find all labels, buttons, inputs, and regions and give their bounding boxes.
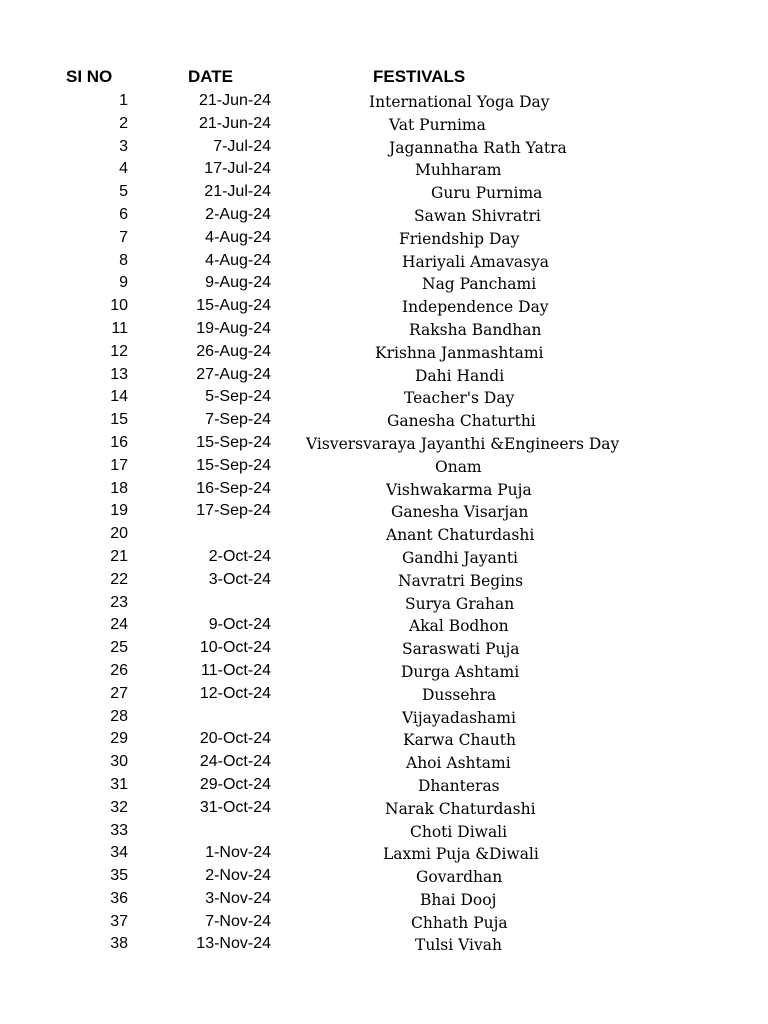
row-date: 17-Sep-24 — [196, 502, 271, 520]
row-festival: Vat Purnima — [389, 115, 486, 134]
table-row — [0, 115, 768, 138]
table-row — [0, 548, 768, 571]
row-date: 24-Oct-24 — [199, 753, 271, 771]
row-date: 15-Aug-24 — [196, 297, 271, 315]
row-date: 21-Jul-24 — [204, 183, 271, 201]
row-festival: Anant Chaturdashi — [386, 526, 535, 545]
row-number: 4 — [119, 160, 128, 178]
row-date: 21-Jun-24 — [198, 92, 271, 109]
row-festival: Dhanteras — [418, 776, 500, 795]
table-row — [0, 206, 768, 229]
row-festival: Ganesha Visarjan — [391, 503, 529, 522]
row-date: 3-Oct-24 — [208, 570, 271, 588]
table-row — [0, 616, 768, 639]
table-row — [0, 252, 768, 275]
row-number: 31 — [110, 775, 128, 793]
row-festival: Chhath Puja — [411, 913, 508, 932]
table-row — [0, 867, 768, 890]
row-number: 15 — [110, 411, 128, 429]
table-row — [0, 525, 768, 548]
row-festival: Muhharam — [415, 161, 502, 180]
table-row — [0, 92, 768, 115]
table-row — [0, 434, 768, 457]
row-number: 5 — [119, 183, 128, 201]
row-date: 31-Oct-24 — [199, 798, 271, 816]
row-festival: Surya Grahan — [405, 594, 515, 613]
table-row — [0, 388, 768, 411]
row-festival: Dahi Handi — [415, 366, 505, 385]
table-row — [0, 844, 768, 867]
row-date: 19-Aug-24 — [196, 319, 271, 337]
row-festival: Guru Purnima — [431, 184, 543, 203]
row-festival: Karwa Chauth — [403, 731, 516, 750]
row-festival: Durga Ashtami — [401, 662, 520, 681]
row-festival: Akal Bodhon — [409, 617, 509, 636]
row-number: 8 — [119, 251, 128, 269]
row-date: 2-Aug-24 — [205, 205, 271, 223]
table-row — [0, 502, 768, 525]
row-festival: Ahoi Ashtami — [406, 754, 511, 773]
row-number: 30 — [110, 753, 128, 771]
row-number: 12 — [110, 342, 128, 360]
table-row — [0, 913, 768, 936]
row-number: 38 — [110, 935, 128, 953]
row-festival: Saraswati Puja — [402, 640, 520, 659]
row-date: 15-Sep-24 — [196, 433, 271, 451]
row-festival: Bhai Dooj — [420, 890, 497, 909]
row-festival: Krishna Janmashtami — [375, 343, 544, 362]
row-date: 4-Aug-24 — [205, 228, 271, 246]
row-number: 24 — [110, 616, 128, 634]
table-row — [0, 753, 768, 776]
row-number: 11 — [111, 319, 128, 337]
row-festival: International Yoga Day — [369, 93, 550, 111]
table-body — [0, 92, 768, 958]
row-festival: Hariyali Amavasya — [402, 252, 550, 271]
table-row — [0, 297, 768, 320]
row-festival: Narak Chaturdashi — [385, 799, 536, 818]
row-date: 15-Sep-24 — [196, 456, 271, 474]
table-row — [0, 343, 768, 366]
row-date: 5-Sep-24 — [205, 388, 271, 406]
table-row — [0, 662, 768, 685]
row-number: 29 — [110, 730, 128, 748]
row-number: 23 — [110, 593, 128, 611]
table-row — [0, 229, 768, 252]
row-date: 26-Aug-24 — [196, 342, 271, 360]
row-date: 9-Aug-24 — [205, 274, 271, 292]
row-number: 32 — [110, 798, 128, 816]
row-number: 25 — [110, 639, 128, 657]
row-number: 21 — [110, 547, 128, 565]
row-festival: Dussehra — [422, 685, 497, 704]
row-date: 10-Oct-24 — [199, 639, 271, 657]
row-date: 27-Aug-24 — [196, 365, 271, 383]
row-festival: Ganesha Chaturthi — [387, 412, 536, 431]
row-date: 11-Oct-24 — [201, 661, 271, 679]
row-festival: Navratri Begins — [398, 571, 524, 590]
row-festival: Gandhi Jayanti — [402, 548, 519, 567]
table-row — [0, 183, 768, 206]
row-date: 13-Nov-24 — [196, 935, 271, 953]
table-row — [0, 822, 768, 845]
row-date: 7-Sep-24 — [205, 411, 271, 429]
row-festival: Onam — [435, 457, 482, 476]
table-row — [0, 366, 768, 389]
table-row — [0, 639, 768, 662]
row-festival: Nag Panchami — [422, 275, 537, 294]
row-number: 3 — [119, 137, 128, 155]
row-festival: Friendship Day — [399, 229, 520, 248]
table-row — [0, 799, 768, 822]
table-row — [0, 685, 768, 708]
row-number: 34 — [110, 844, 128, 862]
table-row — [0, 138, 768, 161]
row-festival: Laxmi Puja &Diwali — [383, 845, 539, 864]
table-row — [0, 274, 768, 297]
table-row — [0, 480, 768, 503]
row-date: 16-Sep-24 — [196, 479, 271, 497]
row-number: 17 — [110, 456, 128, 474]
row-number: 10 — [110, 297, 128, 315]
row-number: 14 — [110, 388, 128, 406]
table-row — [0, 160, 768, 183]
row-date: 12-Oct-24 — [199, 684, 271, 702]
row-date: 1-Nov-24 — [205, 844, 271, 862]
row-number: 37 — [110, 912, 128, 930]
table-row — [0, 571, 768, 594]
row-date: 2-Oct-24 — [208, 547, 271, 565]
row-number: 19 — [110, 502, 128, 520]
row-date: 2-Nov-24 — [205, 867, 271, 885]
header-festivals: FESTIVALS — [373, 67, 466, 86]
row-number: 7 — [119, 228, 128, 246]
row-date: 29-Oct-24 — [199, 775, 271, 793]
row-number: 36 — [110, 889, 128, 907]
row-number: 20 — [110, 525, 128, 543]
row-date: 3-Nov-24 — [205, 889, 271, 907]
row-date: 7-Nov-24 — [205, 912, 271, 930]
table-row — [0, 320, 768, 343]
row-date: 20-Oct-24 — [199, 730, 271, 748]
row-festival: Visversvaraya Jayanthi &Engineers Day — [306, 434, 620, 453]
table-row — [0, 776, 768, 799]
row-number: 18 — [110, 479, 128, 497]
row-festival: Sawan Shivratri — [414, 206, 541, 225]
table-row — [0, 457, 768, 480]
row-festival: Govardhan — [416, 868, 503, 887]
row-number: 16 — [110, 433, 128, 451]
row-festival: Teacher's Day — [404, 389, 515, 408]
row-number: 28 — [110, 707, 128, 725]
row-festival: Vijayadashami — [402, 708, 516, 727]
row-date: 17-Jul-24 — [204, 160, 271, 178]
row-number: 6 — [119, 205, 128, 223]
row-date: 9-Oct-24 — [208, 616, 271, 634]
row-festival: Raksha Bandhan — [409, 320, 542, 339]
row-date: 21-Jun-24 — [198, 114, 271, 132]
row-festival: Jagannatha Rath Yatra — [389, 138, 567, 157]
row-festival: Vishwakarma Puja — [386, 480, 532, 499]
row-number: 33 — [110, 821, 128, 839]
row-number: 27 — [110, 684, 128, 702]
table-row — [0, 411, 768, 434]
table-row — [0, 730, 768, 753]
header-si-no: SI NO — [66, 67, 113, 86]
row-festival: Tulsi Vivah — [415, 936, 502, 955]
row-number: 9 — [119, 274, 128, 292]
row-number: 26 — [110, 661, 128, 679]
row-date: 4-Aug-24 — [205, 251, 271, 269]
header-date: DATE — [188, 67, 234, 86]
row-number: 2 — [119, 114, 128, 132]
table-row — [0, 708, 768, 731]
row-number: 35 — [110, 867, 128, 885]
row-festival: Independence Day — [402, 298, 549, 317]
row-number: 13 — [110, 365, 128, 383]
table-row — [0, 890, 768, 913]
table-row — [0, 594, 768, 617]
row-number: 22 — [110, 570, 128, 588]
row-festival: Choti Diwali — [410, 822, 508, 841]
table-row — [0, 935, 768, 958]
row-date: 7-Jul-24 — [213, 137, 271, 155]
row-number: 1 — [119, 92, 128, 109]
